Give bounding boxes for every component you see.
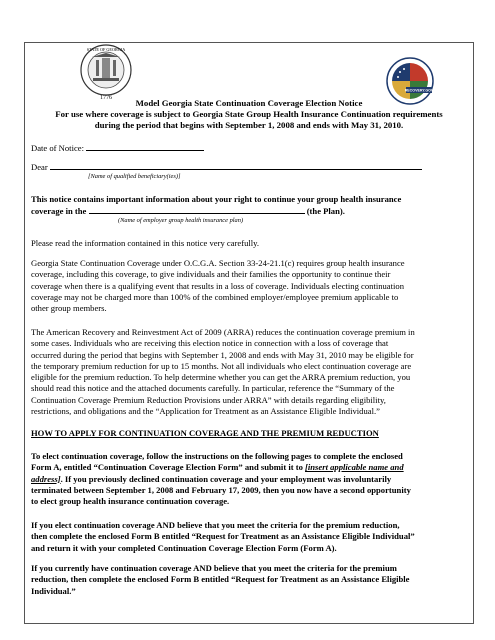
- document-subtitle: [31, 109, 467, 132]
- date-field[interactable]: [86, 142, 204, 151]
- seal-ring-text: STATE OF GEORGIA: [86, 47, 126, 52]
- plan-name-hint: (Name of employer group health insurance plan): [118, 217, 244, 224]
- arra-line: some cases. Individuals who are receiving this election notice in connection with a loss of coverage that: [31, 338, 389, 349]
- arra-line: restrictions, and obligations and the “Application for Treatment as an Assistance Eligible Individual.”: [31, 406, 380, 417]
- elect-line: to elect group health insurance continuation coverage.: [31, 496, 230, 507]
- criteria-paragraph: [31, 520, 467, 554]
- important-notice: [31, 194, 467, 218]
- arra-line: should read this notice and the attached documents carefully. In particular, reference the “Summary of the: [31, 383, 395, 394]
- arra-line: occurred during the period that begins with September 1, 2008 and ends with May 31, 2010 may be eligible for: [31, 349, 414, 360]
- georgia-continuation-paragraph: [31, 258, 467, 314]
- georgia-state-seal: [80, 43, 132, 101]
- dear-row: [31, 161, 467, 173]
- arra-line: eligible for the premium reduction. To help determine whether you can get the ARRA premium reduction, you: [31, 372, 411, 383]
- criteria-line: then complete the enclosed Form B entitled “Request for Treatment as an Assistance Eligible Individual”: [31, 531, 415, 542]
- elect-paragraph: [31, 451, 467, 507]
- elect-line: terminated between September 1, 2008 and February 17, 2009, then you now have a second opportunity: [31, 484, 411, 495]
- insert-name-address-placeholder: [insert applicable name and: [305, 462, 404, 473]
- document-title: [31, 98, 467, 109]
- notice-line-a: This notice contains important information about your right to continue your group health insurance: [31, 194, 402, 204]
- arra-line: The American Recovery and Reinvestment Act of 2009 (ARRA) reduces the continuation coverage premium in: [31, 327, 415, 337]
- seal-year: 1776: [100, 95, 112, 101]
- plan-name-field[interactable]: [89, 205, 305, 214]
- date-of-notice-row: [31, 142, 467, 154]
- georgia-line: coverage, including this coverage, to give individuals and their families the opportunity to continue their: [31, 269, 391, 280]
- dear-label: Dear: [31, 162, 48, 172]
- georgia-line: coverage when there is a qualifying event that results in a loss of coverage. Individuals electing continuation: [31, 280, 404, 291]
- subtitle-line-1: For use where coverage is subject to Georgia State Group Health Insurance Continuation requirements: [55, 109, 443, 119]
- how-to-apply-heading: HOW TO APPLY FOR CONTINUATION COVERAGE AND THE PREMIUM REDUCTION: [31, 428, 379, 438]
- notice-line-b-prefix: coverage in the: [31, 206, 87, 217]
- beneficiary-name-field[interactable]: [50, 161, 422, 170]
- georgia-line: other group members.: [31, 303, 107, 314]
- elect-line: Form A, entitled “Continuation Coverage Election Form” and submit it to: [31, 462, 306, 473]
- elect-line: . If you previously declined continuation coverage and your employment was involuntarily: [60, 473, 392, 484]
- seal-banner-text: RECOVERY.GOV: [404, 88, 434, 93]
- arra-line: Continuation Coverage Premium Reduction Provisions under ARRA” with details regarding eligibility,: [31, 394, 386, 405]
- criteria-line: If you elect continuation coverage AND believe that you meet the criteria for the premium reduction,: [31, 520, 400, 530]
- current-line: If you currently have continuation coverage AND believe that you meet the criteria for the premium: [31, 563, 397, 573]
- georgia-line: Georgia State Continuation Coverage under O.C.G.A. Section 33-24-21.1(c) requires group health insurance: [31, 258, 405, 268]
- elect-line: To elect continuation coverage, follow the instructions on the following pages to complete the enclosed: [31, 451, 403, 461]
- current-coverage-paragraph: [31, 563, 467, 597]
- criteria-line: and return it with your completed Continuation Coverage Election Form (Form A).: [31, 542, 337, 553]
- beneficiary-hint: [Name of qualified beneficiary(ies)]: [88, 173, 181, 180]
- arra-paragraph: [31, 327, 467, 417]
- insert-name-address-placeholder: address]: [31, 473, 61, 484]
- notice-line-b-suffix: (the Plan).: [306, 206, 345, 217]
- georgia-line: coverage may not be charged more than 100% of the combined employer/employee premium applicable to: [31, 291, 399, 302]
- subtitle-line-2: during the period that begins with September 1, 2008 and ends with May 31, 2010.: [94, 120, 404, 131]
- read-carefully: Please read the information contained in this notice very carefully.: [31, 238, 260, 248]
- title-text: Model Georgia State Continuation Coverage Election Notice: [135, 98, 363, 108]
- current-line: reduction, then complete the enclosed Form B entitled “Request for Treatment as an Assistance Eligible: [31, 574, 410, 585]
- date-label: Date of Notice:: [31, 143, 84, 153]
- arra-line: the temporary premium reduction for up to 15 months. Not all individuals who elect continuation coverage are: [31, 360, 412, 371]
- current-line: Individual.”: [31, 585, 76, 596]
